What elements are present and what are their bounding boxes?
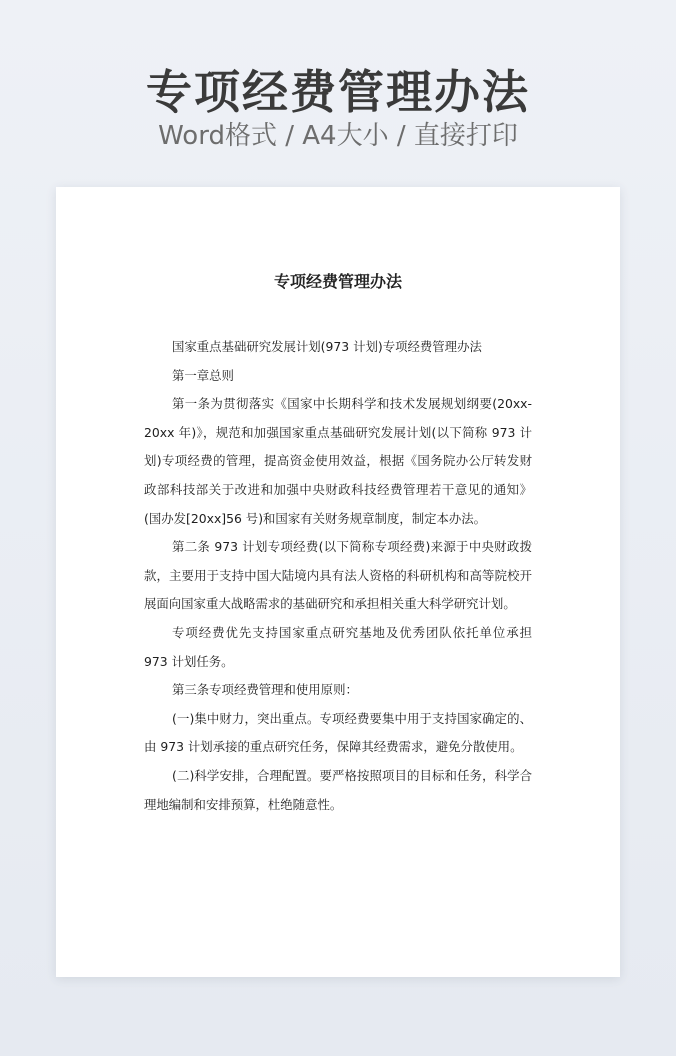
document-page bbox=[56, 187, 620, 977]
document-paragraph: 第一章总则 bbox=[172, 367, 234, 383]
banner-title: 专项经费管理办法 bbox=[146, 65, 530, 119]
document-paragraph: 专项经费优先支持国家重点研究基地及优秀团队依托单位承担 973 计划任务。 bbox=[144, 624, 532, 669]
document-paragraph: 第一条为贯彻落实《国家中长期科学和技术发展规划纲要(20xx-20xx 年)》，规范和加强国家重点基础研究发展计划(以下简称 973 计划)专项经费的管理，提高资金使用效益，根据《国务院办公厅转发财政部科技部关于改进和加强中央财政科技经费管理若干意见的通知》(国办发[20xx]56 号)和国家有关财务规章制度，制定本办法。 bbox=[144, 396, 532, 526]
document-paragraph: (一)集中财力，突出重点。专项经费要集中用于支持国家确定的、由 973 计划承接的重点研究任务，保障其经费需求，避免分散使用。 bbox=[144, 710, 532, 755]
document-body bbox=[144, 333, 532, 819]
document-paragraph: 第二条 973 计划专项经费(以下简称专项经费)来源于中央财政拨款，主要用于支持中国大陆境内具有法人资格的科研机构和高等院校开展面向国家重大战略需求的基础研究和承担相关重大科学研究计划。 bbox=[144, 539, 532, 612]
document-paragraph: 国家重点基础研究发展计划(973 计划)专项经费管理办法 bbox=[172, 339, 482, 354]
document-title: 专项经费管理办法 bbox=[273, 272, 402, 291]
document-paragraph: 第三条专项经费管理和使用原则： bbox=[172, 682, 358, 698]
document-paragraph: (二)科学安排，合理配置。要严格按照项目的目标和任务，科学合理地编制和安排预算，杜绝随意性。 bbox=[144, 767, 532, 812]
banner-subtitle: Word格式 / A4大小 / 直接打印 bbox=[158, 121, 518, 151]
